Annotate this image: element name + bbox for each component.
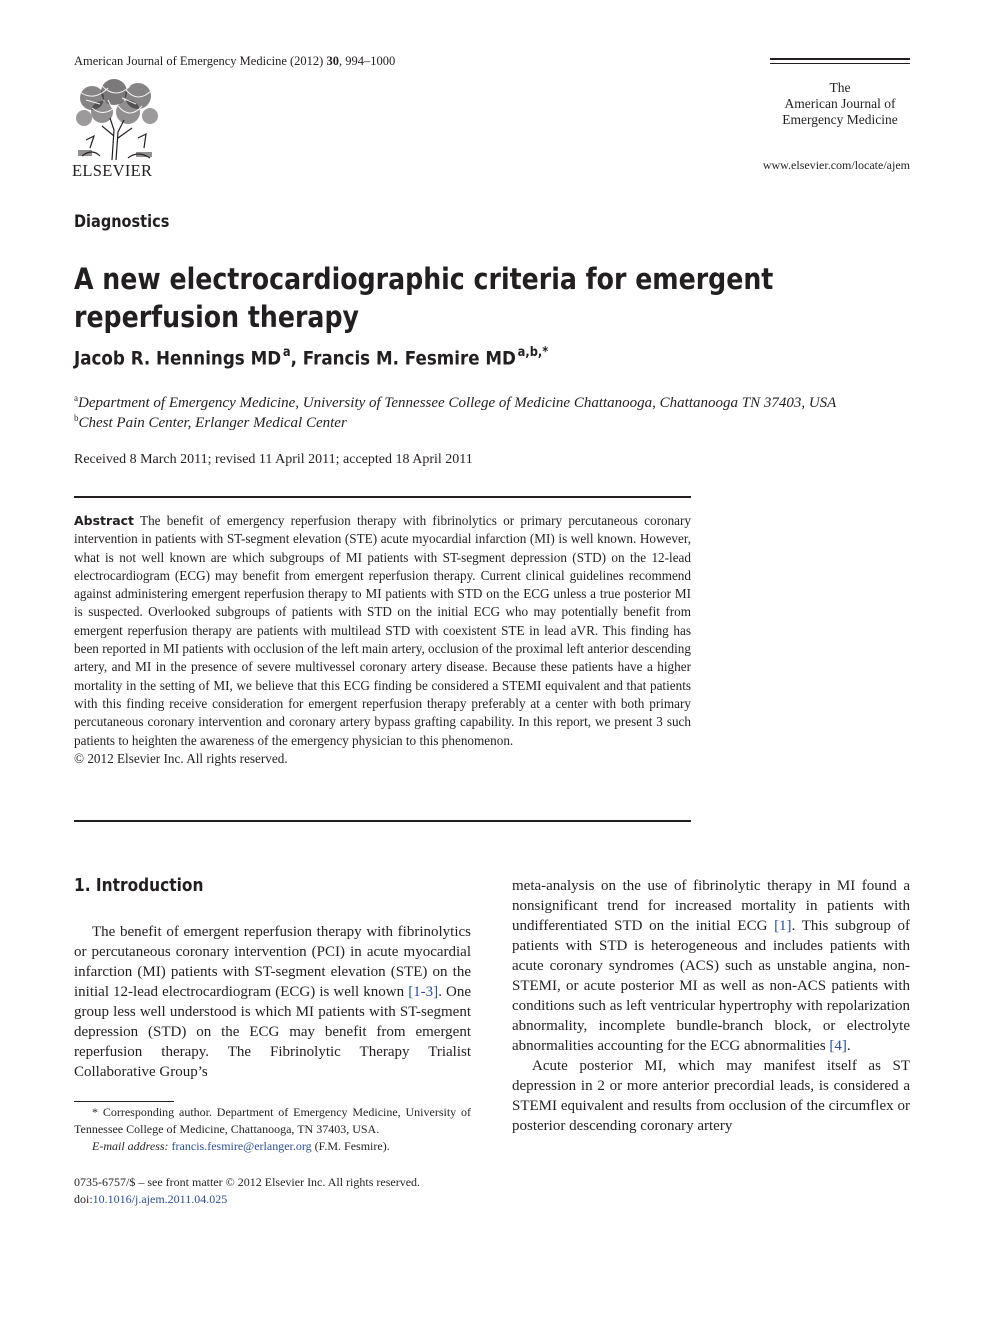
masthead-line: The [829, 80, 851, 95]
citation-link[interactable]: [1-3] [408, 984, 439, 1000]
journal-name: American Journal of Emergency Medicine [74, 54, 287, 68]
doi-link[interactable]: 10.1016/j.ajem.2011.04.025 [92, 1192, 228, 1206]
doi-line [74, 1191, 494, 1208]
citation-link[interactable]: [4] [829, 1038, 847, 1054]
copyright-notice: © 2012 Elsevier Inc. All rights reserved. [74, 750, 288, 766]
journal-citation [74, 54, 395, 69]
body-text: . [846, 1038, 851, 1054]
section-heading: 1. Introduction [74, 876, 204, 896]
doi-label: doi: [74, 1192, 93, 1206]
masthead-rule [770, 58, 910, 60]
body-text: . One group less well understood is which MI patients with ST-segment depression (STD) on the ECG may benefit from emergent reperfusion therapy. The Fibrinolytic Therapy Trialist Collaborative Group’s [74, 984, 471, 1080]
front-matter [74, 1174, 494, 1208]
corresponding-author-note: * Corresponding author. Department of Emergency Medicine, University of Tennessee College of Medicine, Chattanooga, TN 37403, USA. [74, 1105, 471, 1136]
journal-pages: , 994–1000 [338, 54, 396, 68]
journal-url[interactable]: www.elsevier.com/locate/ajem [762, 158, 910, 172]
body-paragraph [512, 876, 910, 1056]
email-suffix: (F.M. Fesmire). [311, 1139, 390, 1153]
author-name: Francis M. Fesmire MD [302, 347, 516, 370]
affiliation [74, 393, 836, 412]
affiliation-mark: a [74, 393, 78, 403]
abstract-heading: Abstract [74, 513, 135, 528]
right-column [512, 876, 910, 1136]
email-label: E-mail address: [92, 1139, 169, 1153]
section-label: Diagnostics [74, 212, 170, 231]
footnote [74, 1104, 471, 1155]
journal-year: (2012) [290, 54, 324, 68]
masthead-line: Emergency Medicine [782, 112, 898, 127]
journal-volume: 30 [326, 54, 339, 68]
footnote-rule [74, 1101, 174, 1102]
body-text: meta-analysis on the use of fibrinolytic therapy in MI found a nonsignificant trend for increased mortality in patients with undifferentiated STD on the initial ECG [512, 878, 910, 934]
affiliation-text: Department of Emergency Medicine, University of Tennessee College of Medicine Chattanooga, Chattanooga TN 37403, USA [78, 395, 837, 411]
abstract-body: The benefit of emergency reperfusion therapy with fibrinolytics or primary percutaneous coronary intervention in patients with ST-segment elevation (STE) acute myocardial infarction (MI) is well known. However, what is not well known are which subgroups of MI patients with ST-segment depression (STD) on the 12-lead electrocardiogram (ECG) may benefit from emergent reperfusion therapy. Current clinical guidelines recommend against administering emergent reperfusion therapy to MI patients with STD on the ECG unless a true posterior MI is suspected. Overlooked subgroups of patients with STD on the initial ECG who may potentially benefit from emergent reperfusion therapy are patients with multilead STD with coexistent STE in lead aVR. This finding has been reported in MI patients with occlusion of the left main artery, occlusion of the proximal left anterior descending artery, and MI in the presence of severe multivessel coronary artery disease. Because these patients have a higher mortality in the setting of MI, we believe that this ECG finding be considered a STEMI equivalent and that patients with this finding receive consideration for emergent reperfusion therapy preferably at a center with both primary percutaneous coronary intervention and coronary artery bypass grafting capability. In this report, we present 3 such patients to heighten the awareness of the emergency physician to this phenomenon. [74, 513, 691, 748]
abstract [74, 512, 691, 768]
masthead-line: American Journal of [784, 96, 896, 111]
elsevier-tree-icon [72, 78, 162, 162]
affiliation [74, 413, 347, 432]
email-note [74, 1138, 471, 1155]
affiliation-mark: b [74, 413, 79, 423]
body-text: . This subgroup of patients with STD is heterogeneous and includes patients with acute coronary syndromes (ACS) such as unstable angina, non-STEMI, or acute posterior MI as well as non-ACS patients with conditions such as left ventricular hypertrophy with repolarization abnormality, incomplete bundle-branch block, or electrolyte abnormalities accounting for the ECG abnormalities [512, 918, 910, 1054]
abstract-rule [74, 496, 691, 498]
body-paragraph [74, 922, 471, 1082]
body-paragraph: Acute posterior MI, which may manifest itself as ST depression in 2 or more anterior precordial leads, is considered a STEMI equivalent and results from occlusion of the circumflex or posterior descending coronary artery [512, 1058, 910, 1134]
article-history: Received 8 March 2011; revised 11 April 2011; accepted 18 April 2011 [74, 452, 473, 467]
body-text: The benefit of emergent reperfusion therapy with fibrinolytics or percutaneous coronary intervention (PCI) in acute myocardial infarction (MI) patients with ST-segment elevation (STE) on the initial 12-lead electrocardiogram (ECG) is well known [74, 924, 471, 1000]
abstract-paragraph [74, 512, 691, 750]
email-link[interactable]: francis.fesmire@erlanger.org [171, 1139, 312, 1153]
issn-line: 0735-6757/$ – see front matter © 2012 Elsevier Inc. All rights reserved. [74, 1175, 421, 1189]
abstract-rule [74, 820, 691, 822]
citation-link[interactable]: [1] [774, 918, 792, 934]
journal-masthead [760, 80, 920, 128]
author-affiliation-mark[interactable]: a [282, 345, 291, 360]
author-separator: , [290, 347, 303, 370]
publisher-name: ELSEVIER [72, 161, 153, 180]
author-affiliation-mark[interactable]: a,b,* [517, 345, 549, 360]
author-name: Jacob R. Hennings MD [74, 347, 282, 370]
author-list [74, 346, 548, 369]
article-title: A new electrocardiographic criteria for emergent reperfusion therapy [74, 262, 774, 334]
affiliation-text: Chest Pain Center, Erlanger Medical Center [78, 415, 347, 431]
publisher-logo [72, 78, 164, 181]
masthead-rule [770, 63, 910, 64]
